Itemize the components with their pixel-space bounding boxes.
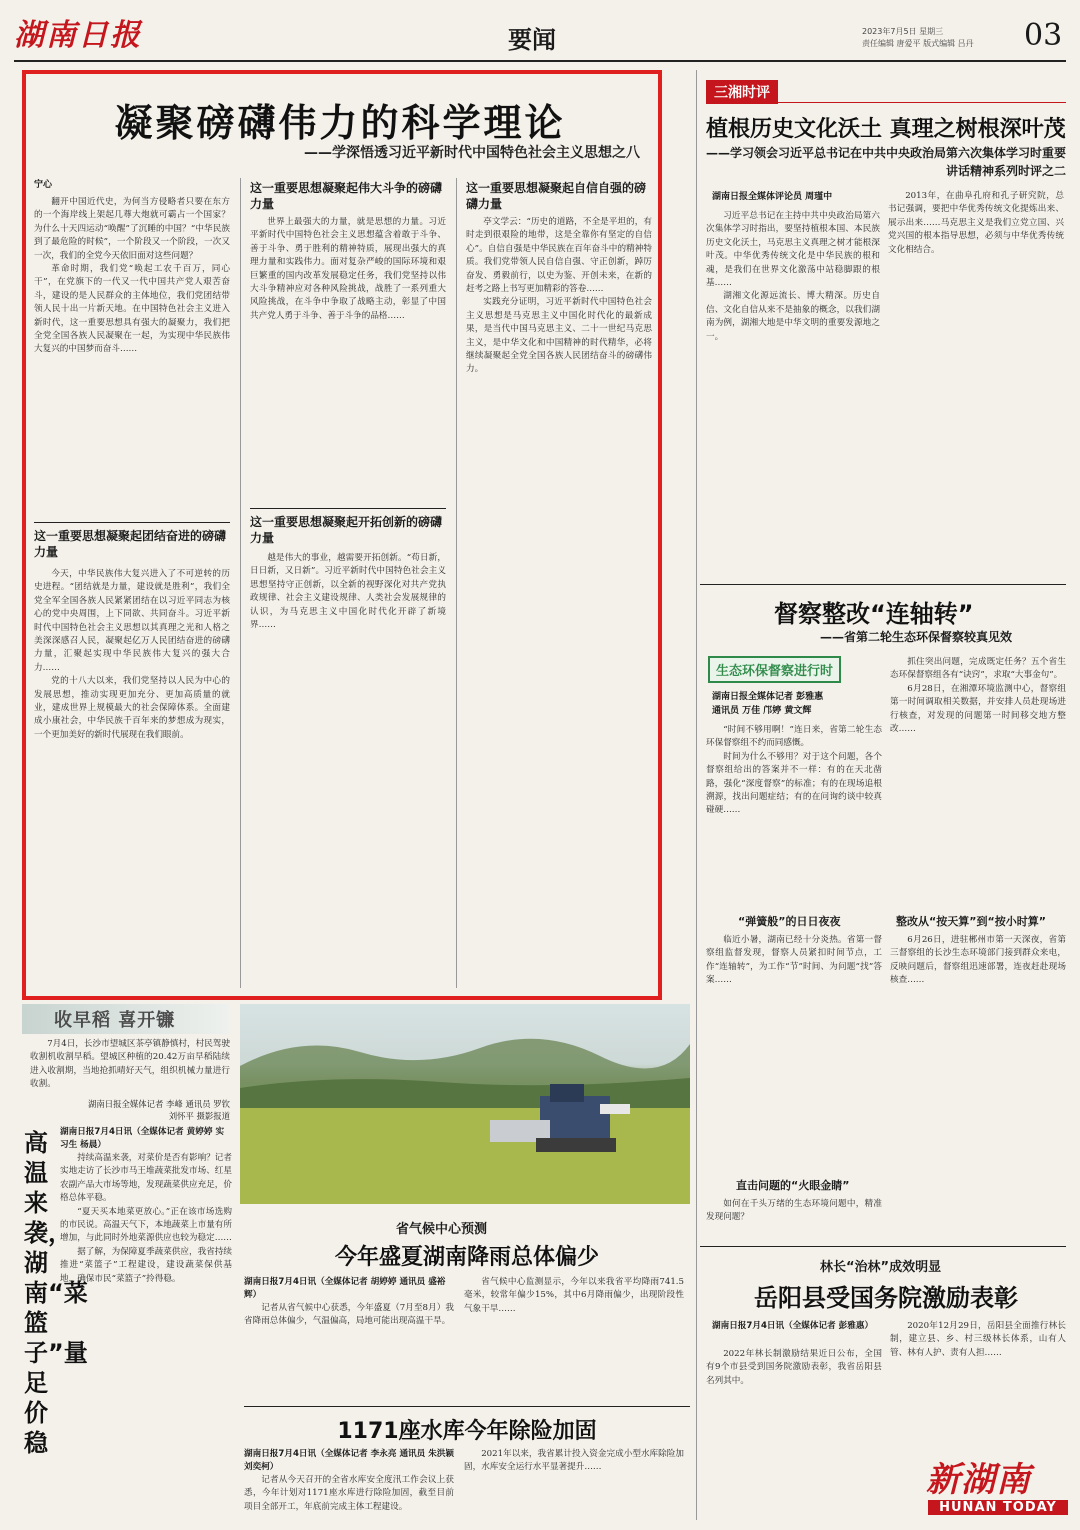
commentary-col2: [888, 190, 1064, 580]
section-divider: [700, 1246, 1066, 1247]
vegetable-para: 持续高温来袭，对菜价是否有影响？记者实地走访了长沙市马王堆蔬菜批发市场、红星农副产品大市场等地，发现蔬菜供应充足，价格总体平稳。: [60, 1153, 232, 1204]
column-tag: 三湘时评: [706, 80, 778, 104]
page-number: 03: [1024, 18, 1063, 53]
section-title: 要闻: [508, 26, 556, 54]
editors: 责任编辑 唐爱平 版式编辑 吕丹: [862, 39, 974, 48]
commentary-para: 习近平总书记在主持中共中央政治局第六次集体学习时指出，要坚持植根本国、本民族历史文化沃土，马克思主义真理之树才能根深叶茂。中华优秀传统文化是中华民族的根和魂，是我们在世界文化激荡中站稳脚跟的根基……: [706, 211, 880, 289]
harvest-caption-text: 7月4日，长沙市望城区茶亭镇静慎村，村民驾驶收割机收割早稻。望城区种植的20.42万亩早稻陆续进入收割期，当地抢抓晴好天气，组织机械力量进行收割。: [30, 1039, 230, 1090]
yueyang-byline: 湖南日报7月4日讯（全媒体记者 彭雅惠）: [712, 1321, 874, 1331]
harvest-photo-art: [240, 1004, 690, 1204]
lead-col1-para: 翻开中国近代史，为何当方侵略者只要在东方的一个海岸线上架起几尊大炮就可霸占一个国家？为什么十天四运动“唤醒”了沉睡的中国？“中华民族到了最危险的时候”，一个阶段又一个阶段，一次又一次，我们的全党今天依旧面对这些问题？: [34, 197, 230, 261]
vegetable-para: 据了解，为保障夏季蔬菜供应，我省持续推进“菜篮子”工程建设，建设蔬菜保供基地，确保市民“菜篮子”拎得稳。: [60, 1246, 232, 1284]
column-tag-rule: [706, 102, 1066, 103]
lead-col3-para: 实践充分证明，习近平新时代中国特色社会主义思想是马克思主义中国化时代化的最新成果，是当代中国马克思主义、二十一世纪马克思主义，是中华文化和中国精神的时代精华，必将继续凝聚起全党全国各族人民团结奋斗的磅礴伟力。: [466, 297, 652, 375]
lead-col1: [34, 196, 230, 516]
section-divider: [244, 1406, 690, 1407]
rain-para: 记者从省气候中心获悉，今年盛夏（7月至8月）我省降雨总体偏少，气温偏高，局地可能出现高温干旱。: [244, 1303, 454, 1327]
inspection-sub2-text: [890, 934, 1066, 1238]
lead-col1b-para: 党的十八大以来，我们党坚持以人民为中心的发展思想，推动实现更加充分、更加高质量的就业，建成世界上规模最大的社会保障体系。全面建成小康社会，中华民族千百年来的梦想成为现实，一个更加美好的新时代展现在我们眼前。: [34, 676, 230, 740]
masthead: [0, 0, 1080, 62]
inspection-tag: 生态环保督察进行时: [708, 656, 841, 683]
reservoir-col2: [464, 1448, 684, 1524]
lead-col-divider: [240, 178, 241, 988]
lead-col2: [250, 216, 446, 506]
lead-byline: 宁心: [34, 180, 53, 190]
section-divider: [700, 584, 1066, 585]
lead-col2-divider: [250, 508, 446, 509]
yueyang-kicker: 林长“治林”成效明显: [820, 1260, 942, 1275]
inspection-sub1: “弹簧般”的日日夜夜: [738, 915, 841, 928]
rain-col1: [244, 1302, 454, 1402]
watermark-subtitle: HUNAN TODAY: [928, 1500, 1068, 1515]
rain-col2: [464, 1276, 684, 1402]
commentary-para: 湖湘文化源远流长、博大精深。历史自信、文化自信从来不是抽象的概念，以我们湖南为例，湖湘大地是中华文明的重要发源地之一。: [706, 291, 880, 342]
reservoir-para: 2021年以来，我省累计投入资金完成小型水库除险加固，水库安全运行水平显著提升……: [464, 1449, 684, 1473]
inspection-sub1-text: [706, 934, 882, 1172]
lead-col1b-para: 今天，中华民族伟大复兴进入了不可逆转的历史进程。“团结就是力量，建设就是胜利”，我们全党全军全国各族人民紧紧团结在以习近平同志为核心的党中央周围，上下同欲、共同奋斗。习近平新时代中国特色社会主义思想以其真理之光和人格之美深深感召人民，凝聚起亿万人民团结奋进的磅礴力量，汇聚起实现中华民族伟大复兴的强大合力……: [34, 569, 230, 673]
vegetable-para: “夏天买本地菜更放心。”正在该市场选购的市民说。高温天气下，本地蔬菜上市量有所增加，与此同时外地菜源供应也较为稳定……: [60, 1206, 232, 1244]
lead-col-divider: [456, 178, 457, 988]
inspection-para: 6月28日，在湘潭环境监测中心，督察组第一时间调取相关数据，并安排人员赴现场进行核查，对发现的问题第一时间移交地方整改……: [890, 683, 1066, 735]
inspection-subtitle: ——省第二轮生态环保督察较真见效: [820, 630, 1013, 644]
inspection-byline: 湖南日报全媒体记者 彭雅惠: [712, 692, 824, 702]
inspection-para: “时间不够用啊！”连日来，省第二轮生态环保督察组不约而同感慨。: [706, 725, 882, 749]
reservoir-byline: 湖南日报7月4日讯（全媒体记者 李永亮 通讯员 朱洪颖 刘奕柯）: [244, 1449, 454, 1472]
lead-col2b-para: 越是伟大的事业，越需要开拓创新。“苟日新，日日新，又日新”。习近平新时代中国特色社会主义思想坚持守正创新，以全新的视野深化对共产党执政规律、社会主义建设规律、人类社会发展规律的认识，为马克思主义中国化时代化开辟了新境界……: [250, 553, 446, 631]
lead-col1b-heading: 这一重要思想凝聚起团结奋进的磅礴力量: [34, 529, 227, 559]
inspection-para: 时间为什么不够用？对于这个问题，各个督察组给出的答案并不一样：有的在天北凿路，强化“深度督察”的标准；有的在现场追根溯源，找出问题症结；有的在问询约谈中较真碰硬……: [706, 751, 882, 816]
harvest-photo: [240, 1004, 690, 1204]
inspection-sub2: 整改从“按天算”到“按小时算”: [896, 915, 1046, 928]
issue-date: 2023年7月5日 星期三: [862, 27, 944, 36]
reservoir-col1: [244, 1474, 454, 1524]
lead-subtitle: ——学深悟透习近平新时代中国特色社会主义思想之八: [304, 145, 640, 161]
inspection-para: 6月26日，进驻郴州市第一天深夜，省第三督察组的长沙生态环境部门接到群众来电，反映问题后，督察组迅速部署，连夜赶赴现场核查……: [890, 935, 1066, 986]
rain-byline: 湖南日报7月4日讯（全媒体记者 胡婷婷 通讯员 盛裕辉）: [244, 1277, 446, 1300]
commentary-title: 植根历史文化沃土 真理之树根深叶茂: [706, 117, 1066, 142]
yueyang-col1: [706, 1348, 882, 1520]
inspection-col2: [890, 656, 1066, 910]
lead-col1-divider: [34, 522, 230, 523]
lead-col2b-heading: 这一重要思想凝聚起开拓创新的磅礴力量: [250, 515, 443, 545]
reservoir-para: 记者从今天召开的全省水库安全度汛工作会议上获悉，今年计划对1171座水库进行除险加固，截至目前项目全部开工，年底前完成主体工程建设。: [244, 1475, 454, 1512]
lead-col3-para: 亭文学云：“历史的道路，不全是平坦的，有时走到很艰险的地带，这是全靠你有坚定的自信心”。自信自强是中华民族在百年奋斗中的精神特质。我们党带领人民自信自强、守正创新，踔厉奋发、勇毅前行，以史为鉴、开创未来，在新的赶考之路上书写更加精彩的答卷……: [466, 217, 652, 295]
watermark-logo: 新湖南: [926, 1460, 1031, 1500]
yueyang-col2: [890, 1320, 1066, 1430]
vegetable-byline: 湖南日报7月4日讯（全媒体记者 黄婷婷 实习生 杨晨）: [60, 1127, 225, 1150]
lead-col3-heading: 这一重要思想凝聚起自信自强的磅礴力量: [466, 181, 647, 211]
lead-col1b: [34, 568, 230, 988]
inspection-para: 临近小暑，湖南已经十分炎热。省第一督察组监督发现，督察人员紧扣时间节点，工作“连轴转”，为工作“节”时间、为问题“找”答案……: [706, 935, 882, 986]
commentary-byline: 湖南日报全媒体评论员 周瑾中: [712, 192, 833, 202]
yueyang-title: 岳阳县受国务院激励表彰: [754, 1284, 1018, 1312]
inspection-title: 督察整改“连轴转”: [774, 600, 974, 628]
inspection-para: 抓住突出问题，完成既定任务？五个省生态环保督察组各有“诀窍”，求取“大事金句”。: [890, 657, 1066, 681]
inspection-sub3-text: [706, 1198, 882, 1238]
lead-col1-para: 革命时期，我们党“唤起工农千百万，同心干”，在党旗下的一代又一代中国共产党人艰苦奋斗，建设的是人民群众的主体地位，我们党团结带领人民十出一片新天地。在中国特色社会主义进入新时代，这一重要思想具有强大的凝聚力，我们把全党全国各族人民凝聚在一起，为实现中华民族伟大复兴的中国梦而奋斗……: [34, 264, 230, 355]
commentary-subtitle: ——学习领会习近平总书记在中共中央政治局第六次集体学习时重要讲话精神系列时评之二: [706, 146, 1067, 178]
inspection-byline: 通讯员 万佳 邝婷 黄文辉: [712, 706, 812, 716]
rain-para: 省气候中心监测显示，今年以来我省平均降雨741.5毫米，较常年偏少15%，其中6月降雨偏少，出现阶段性气象干旱……: [464, 1277, 684, 1314]
inspection-sub3: 直击问题的“火眼金睛”: [736, 1179, 850, 1192]
harvest-title: 收早稻 喜开镰: [54, 1010, 176, 1031]
page-column-divider: [696, 70, 697, 1520]
rain-title: 今年盛夏湖南降雨总体偏少: [334, 1245, 599, 1270]
commentary-para: 2013年，在曲阜孔府和孔子研究院，总书记强调，要把中华优秀传统文化提炼出来、展示出来……马克思主义是我们立党立国、兴党兴国的根本指导思想，必须与中华优秀传统文化相结合。: [888, 191, 1064, 255]
vegetable-title: 高温来袭，湖南“菜篮子”量足价稳: [24, 1129, 88, 1457]
lead-title: 凝聚磅礴伟力的科学理论: [114, 101, 566, 145]
harvest-caption: [30, 1038, 230, 1094]
rain-source: 省气候中心预测: [396, 1222, 488, 1237]
inspection-para: 如何在千头万绪的生态环境问题中，精准发现问题？: [706, 1199, 882, 1223]
inspection-col1: [706, 724, 882, 910]
newspaper-logo: 湖南日报: [14, 18, 142, 53]
yueyang-para: 2022年林长制激励结果近日公布，全国有9个市县受到国务院激励表彰，我省岳阳县名列其中。: [706, 1349, 882, 1386]
harvest-credit: 湖南日报全媒体记者 李峰 通讯员 罗钦 刘怀平 摄影报道: [88, 1099, 230, 1121]
reservoir-title: 1171座水库今年除险加固: [337, 1419, 597, 1444]
yueyang-para: 2020年12月29日，岳阳县全面推行林长制，建立县、乡、村三级林长体系，山有人管、林有人护、责有人担……: [890, 1321, 1066, 1358]
lead-col2b: [250, 552, 446, 988]
commentary-col1: [706, 210, 880, 580]
vegetable-body: [60, 1152, 232, 1522]
lead-col2-para: 世界上最强大的力量，就是思想的力量。习近平新时代中国特色社会主义思想蕴含着敢于斗争、善于斗争、勇于胜利的精神特质，展现出强大的真理力量和实践伟力。面对复杂严峻的国际环境和艰巨繁重的国内改革发展稳定任务，我们党坚持以伟大斗争精神应对各种风险挑战，战胜了一系列重大风险挑战，在斗争中争取了战略主动，彰显了中国共产党人勇于斗争、善于斗争的品格……: [250, 217, 446, 321]
lead-col2-heading: 这一重要思想凝聚起伟大斗争的磅礴力量: [250, 181, 443, 211]
lead-col3: [466, 216, 652, 988]
masthead-rule: [14, 60, 1066, 62]
